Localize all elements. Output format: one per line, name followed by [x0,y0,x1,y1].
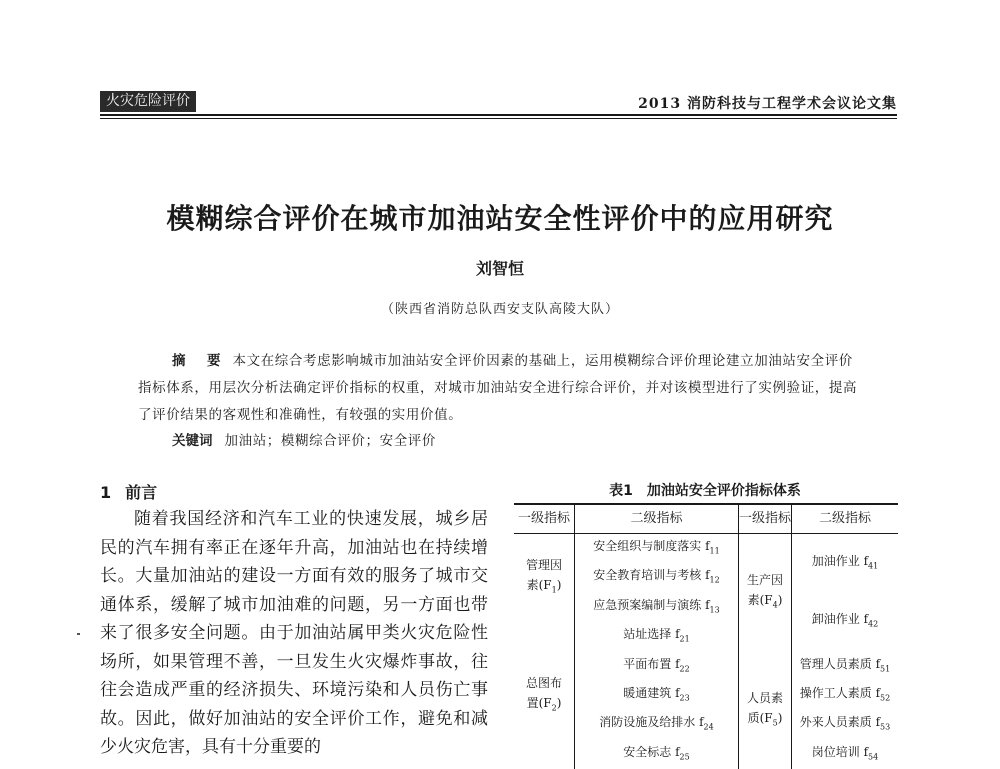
table-caption: 表1 加油站安全评价指标体系 [609,483,801,499]
section-body-text: 随着我国经济和汽车工业的快速发展，城乡居民的汽车拥有率正在逐年升高，加油站也在持续增长。大量加油站的建设一方面有效的服务了城市交通体系，缓解了城市加油难的问题，另一方面也带来了很多安全问题。由于加油站属甲类火灾危险性场所，如果管理不善，一旦发生火灾爆炸事故，往往会造成严重的经济损失、环境污染和人员伤亡事故。因此，做好加油站的安全评价工作，避免和减少火灾危害，具有十分重要的 [100,509,488,757]
indicator-f42: 卸油作业 $f_{42}$ [792,593,899,652]
category-f4: 生产因 素$(F_4)$ [739,534,792,652]
indicator-f21: 站址选择 $f_{21}$ [575,622,739,651]
indicator-f52: 操作工人素质 $f_{52}$ [792,681,899,710]
section-tag: 火灾危险评价 [100,91,196,112]
header-level2-left: 二级指标 [575,504,739,534]
indicator-f41: 加油作业 $f_{41}$ [792,534,899,593]
indicator-f24: 消防设施及给排水 $f_{24}$ [575,710,739,739]
section-heading [100,480,171,503]
indicator-f51: 管理人员素质 $f_{51}$ [792,652,899,681]
keywords-text: 加油站；模糊综合评价；安全评价 [224,433,436,449]
table-header-row [514,504,898,534]
indicator-f12: 安全教育培训与考核 $f_{12}$ [575,563,739,592]
indicator-f11: 安全组织与制度落实 $f_{11}$ [575,534,739,564]
margin-mark [77,633,80,635]
section-title: 前言 [125,483,158,502]
section-number: 1 [100,483,112,502]
keywords-label: 关键词 [172,433,213,449]
indicator-f22: 平面布置 $f_{22}$ [575,652,739,681]
header-rule [100,114,897,116]
category-f2: 总图布 置$(F_2)$ [525,675,562,713]
author-affiliation: （陕西省消防总队西安支队高陵大队） [380,302,619,317]
abstract-label: 摘 要 [172,353,225,369]
keywords [172,429,436,449]
category-f5: 人员素 质$(F_5)$ [739,652,792,769]
indicator-f13: 应急预案编制与演练 $f_{13}$ [575,593,739,622]
header-level2-right: 二级指标 [792,504,899,534]
header-rule-thin [100,118,897,119]
indicator-table [514,503,898,769]
category-f1: 管理因 素$(F_1)$ [525,558,562,595]
abstract-text: 本文在综合考虑影响城市加油站安全评价因素的基础上，运用模糊综合评价理论建立加油站安全评价指标体系，用层次分析法确定评价指标的权重，对城市加油站安全进行综合评价，并对该模型进行了实例验证，提高了评价结果的客观性和准确性，有较强的实用价值。 [138,353,858,423]
abstract [138,348,863,429]
header-level1-left: 一级指标 [514,504,575,534]
paper-title: 模糊综合评价在城市加油站安全性评价中的应用研究 [166,202,834,235]
indicator-f54: 岗位培训 $f_{54}$ [792,740,899,769]
indicator-f23: 暖通建筑 $f_{23}$ [575,681,739,710]
indicator-f53: 外来人员素质 $f_{53}$ [792,710,899,739]
header-level1-right: 一级指标 [739,504,792,534]
journal-title: 2013 消防科技与工程学术会议论文集 [638,96,897,112]
table-row [514,534,898,564]
indicator-f25: 安全标志 $f_{25}$ [575,740,739,769]
author-name: 刘智恒 [475,259,524,278]
